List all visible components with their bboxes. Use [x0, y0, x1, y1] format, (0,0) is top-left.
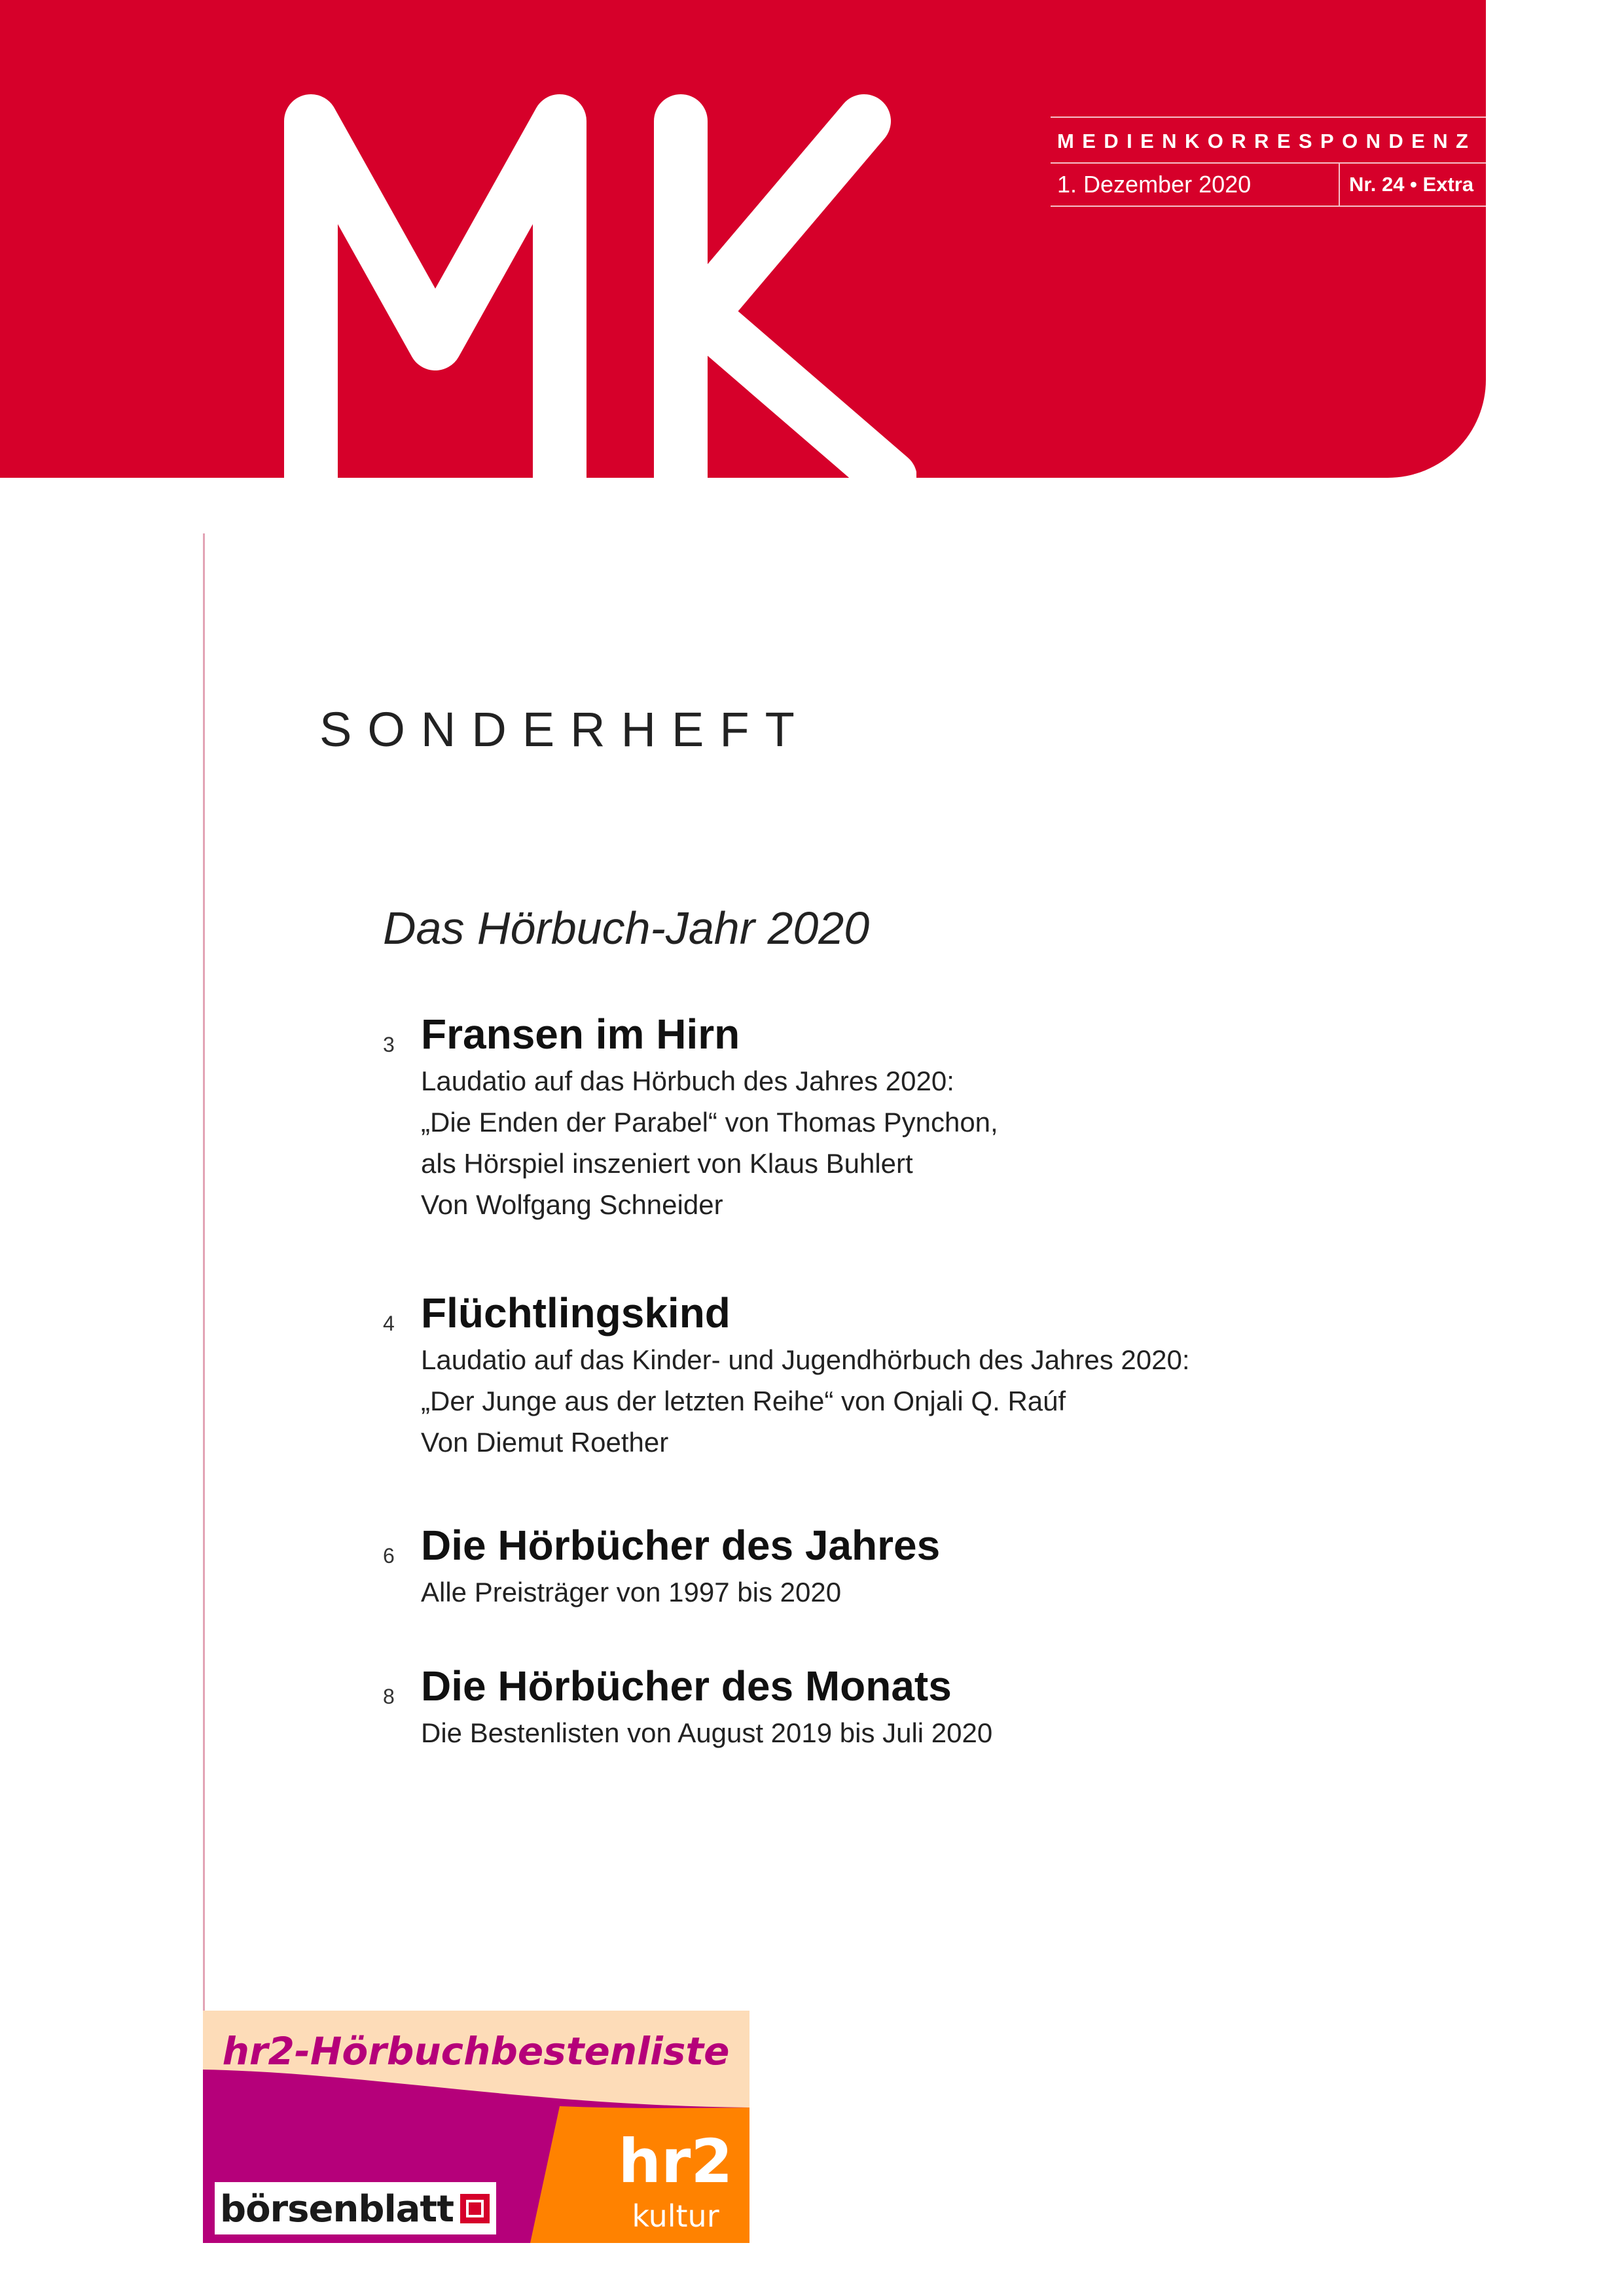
- toc-line: „Der Junge aus der letzten Reihe“ von Onjali Q. Raúf: [421, 1386, 1066, 1416]
- toc-line: Von Wolfgang Schneider: [421, 1189, 723, 1220]
- logo-letter-k-arms: [700, 121, 890, 478]
- toc-line: Alle Preisträger von 1997 bis 2020: [421, 1577, 842, 1607]
- badge-headline: hr2-Hörbuchbestenliste: [222, 2029, 730, 2073]
- issue-date: 1. Dezember 2020: [1057, 171, 1252, 198]
- toc-entry[interactable]: [383, 1660, 1430, 1753]
- issue-subtitle: Das Hörbuch-Jahr 2020: [383, 903, 870, 954]
- toc-entry[interactable]: [383, 1287, 1430, 1463]
- masthead-rule-bottom: [1051, 206, 1486, 207]
- toc-line: „Die Enden der Parabel“ von Thomas Pynchon,: [421, 1107, 998, 1138]
- hr2-logo-text: hr2: [618, 2126, 733, 2197]
- kultur-text: kultur: [632, 2198, 719, 2234]
- toc-page-number: 6: [383, 1544, 395, 1568]
- boersenblatt-icon: [460, 2194, 490, 2223]
- section-title: SONDERHEFT: [319, 702, 810, 757]
- toc-title: Flüchtlingskind: [421, 1289, 731, 1336]
- toc-entry[interactable]: [383, 1008, 1430, 1225]
- toc-page-number: 3: [383, 1033, 395, 1056]
- mk-logo: [275, 92, 916, 478]
- toc-line: Von Diemut Roether: [421, 1427, 669, 1458]
- toc-title: Die Hörbücher des Monats: [421, 1662, 952, 1710]
- toc-line: Laudatio auf das Hörbuch des Jahres 2020:: [421, 1066, 954, 1096]
- toc-page-number: 8: [383, 1685, 395, 1708]
- toc-entry[interactable]: [383, 1519, 1430, 1613]
- publication-name: MEDIENKORRESPONDENZ: [1057, 130, 1477, 152]
- toc-line: Die Bestenlisten von August 2019 bis Juli 2020: [421, 1717, 993, 1748]
- toc-page-number: 4: [383, 1312, 395, 1335]
- bestenliste-badge: [203, 2011, 749, 2243]
- header-banner: [0, 0, 1486, 478]
- toc-line: als Hörspiel inszeniert von Klaus Buhlert: [421, 1148, 913, 1179]
- toc-title: Die Hörbücher des Jahres: [421, 1522, 941, 1569]
- table-of-contents: [383, 1008, 1430, 1753]
- logo-letter-m: [311, 121, 560, 478]
- toc-title: Fransen im Hirn: [421, 1011, 740, 1058]
- toc-line: Laudatio auf das Kinder- und Jugendhörbuch des Jahres 2020:: [421, 1344, 1190, 1375]
- issue-number: Nr. 24 • Extra: [1349, 173, 1474, 196]
- vertical-rule: [203, 533, 205, 2019]
- masthead: [1051, 117, 1486, 207]
- masthead-row: [1051, 164, 1486, 206]
- boersenblatt-wordmark: börsenblatt: [220, 2188, 454, 2231]
